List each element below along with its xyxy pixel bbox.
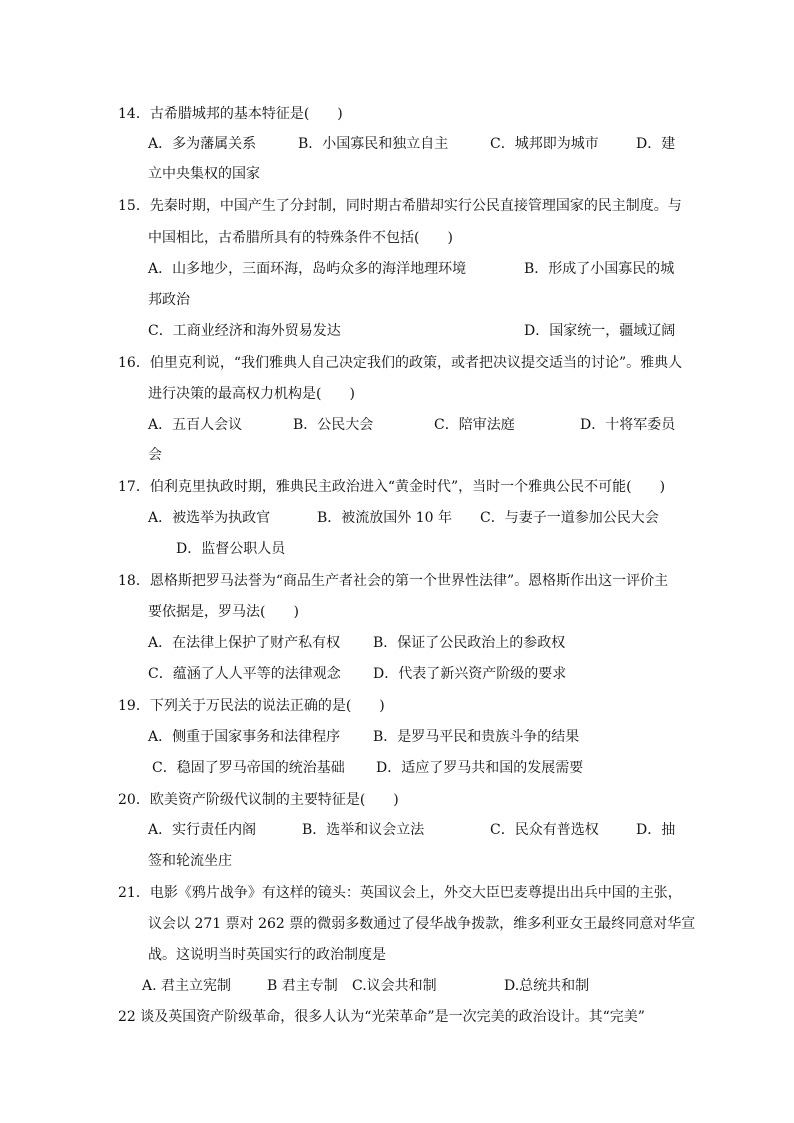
question-14-option-a: A．多为藩属关系: [148, 136, 257, 152]
question-18-option-c: C．蕴涵了人人平等的法律观念: [148, 666, 341, 682]
question-17-option-a: A．被选举为执政官: [148, 510, 271, 526]
question-21-stem-line-1: 21．电影《鸦片战争》有这样的镜头：英国议会上，外交大臣巴麦尊提出出兵中国的主张，: [118, 885, 682, 901]
question-19-option-d: D．适应了罗马共和国的发展需要: [376, 760, 584, 776]
question-20-option-b: B．选举和议会立法: [302, 822, 425, 838]
question-19-option-a: A．侧重于国家事务和法律程序: [148, 729, 341, 745]
question-21-stem-line-2: 议会以 271 票对 262 票的微弱多数通过了侵华战争拨款，维多利亚女王最终同意对华宣: [148, 916, 696, 932]
question-14-option-c: C．城邦即为城市: [490, 136, 599, 152]
question-15-stem-line-2: 中国相比，古希腊所具有的特殊条件不包括( ): [148, 230, 453, 246]
question-14-option-d: D．建: [636, 136, 676, 152]
question-16-option-c: C．陪审法庭: [434, 417, 515, 433]
question-16-option-b: B．公民大会: [293, 417, 374, 433]
question-17-option-b: B．被流放国外 10 年: [317, 510, 453, 526]
question-21-option-c: C.议会共和制: [352, 978, 437, 994]
question-20-option-d-cont: 签和轮流坐庄: [148, 853, 232, 869]
question-20-option-c: C．民众有普选权: [490, 822, 599, 838]
question-16-option-d: D．十将军委员: [580, 417, 676, 433]
question-14-option-b: B．小国寡民和独立自主: [298, 136, 449, 152]
question-20-stem: 20．欧美资产阶级代议制的主要特征是( ): [118, 792, 399, 808]
question-15-option-d: D．国家统一，疆域辽阔: [524, 323, 676, 339]
question-15-option-b: B．形成了小国寡民的城: [524, 261, 675, 277]
question-17-option-c: C．与妻子一道参加公民大会: [480, 510, 659, 526]
question-17-stem: 17．伯利克里执政时期，雅典民主政治进入“黄金时代”，当时一个雅典公民不可能( ): [118, 479, 666, 495]
question-15-stem-line-1: 15．先秦时期，中国产生了分封制，同时期古希腊却实行公民直接管理国家的民主制度。与: [118, 198, 682, 214]
question-21-option-d: D.总统共和制: [504, 978, 590, 994]
question-19-option-c: C．稳固了罗马帝国的统治基础: [152, 760, 345, 776]
question-16-option-a: A．五百人会议: [148, 417, 243, 433]
question-18-option-b: B．保证了公民政治上的参政权: [373, 635, 566, 651]
question-21-option-b: B 君主专制: [267, 978, 338, 994]
question-15-option-c: C．工商业经济和海外贸易发达: [148, 323, 341, 339]
question-18-stem-line-2: 要依据是，罗马法( ): [148, 604, 299, 620]
question-20-option-a: A．实行责任内阁: [148, 822, 257, 838]
question-14-stem: 14．古希腊城邦的基本特征是( ): [118, 106, 343, 122]
question-18-option-a: A．在法律上保护了财产私有权: [148, 635, 341, 651]
question-19-stem: 19．下列关于万民法的说法正确的是( ): [118, 698, 385, 714]
question-16-stem-line-2: 进行决策的最高权力机构是( ): [148, 386, 355, 402]
question-14-option-d-cont: 立中央集权的国家: [148, 166, 260, 182]
question-21-stem-line-3: 战。这说明当时英国实行的政治制度是: [148, 947, 386, 963]
question-18-stem-line-1: 18．恩格斯把罗马法誉为“商品生产者社会的第一个世界性法律”。恩格斯作出这一评价主: [118, 573, 669, 589]
question-17-option-d: D．监督公职人员: [176, 541, 286, 557]
question-19-option-b: B．是罗马平民和贵族斗争的结果: [373, 729, 580, 745]
question-16-stem-line-1: 16．伯里克利说，“我们雅典人自己决定我们的政策，或者把决议提交适当的讨论”。雅典人: [118, 355, 683, 371]
question-22-stem: 22 谈及英国资产阶级革命，很多人认为“光荣革命”是一次完美的政治设计。其“完美”: [118, 1009, 645, 1025]
question-15-option-b-cont: 邦政治: [148, 292, 190, 308]
question-20-option-d: D．抽: [636, 822, 676, 838]
question-18-option-d: D．代表了新兴资产阶级的要求: [373, 666, 567, 682]
question-21-option-a: A. 君主立宪制: [142, 978, 232, 994]
question-15-option-a: A．山多地少，三面环海，岛屿众多的海洋地理环境: [148, 261, 467, 277]
question-16-option-d-cont: 会: [148, 447, 162, 463]
